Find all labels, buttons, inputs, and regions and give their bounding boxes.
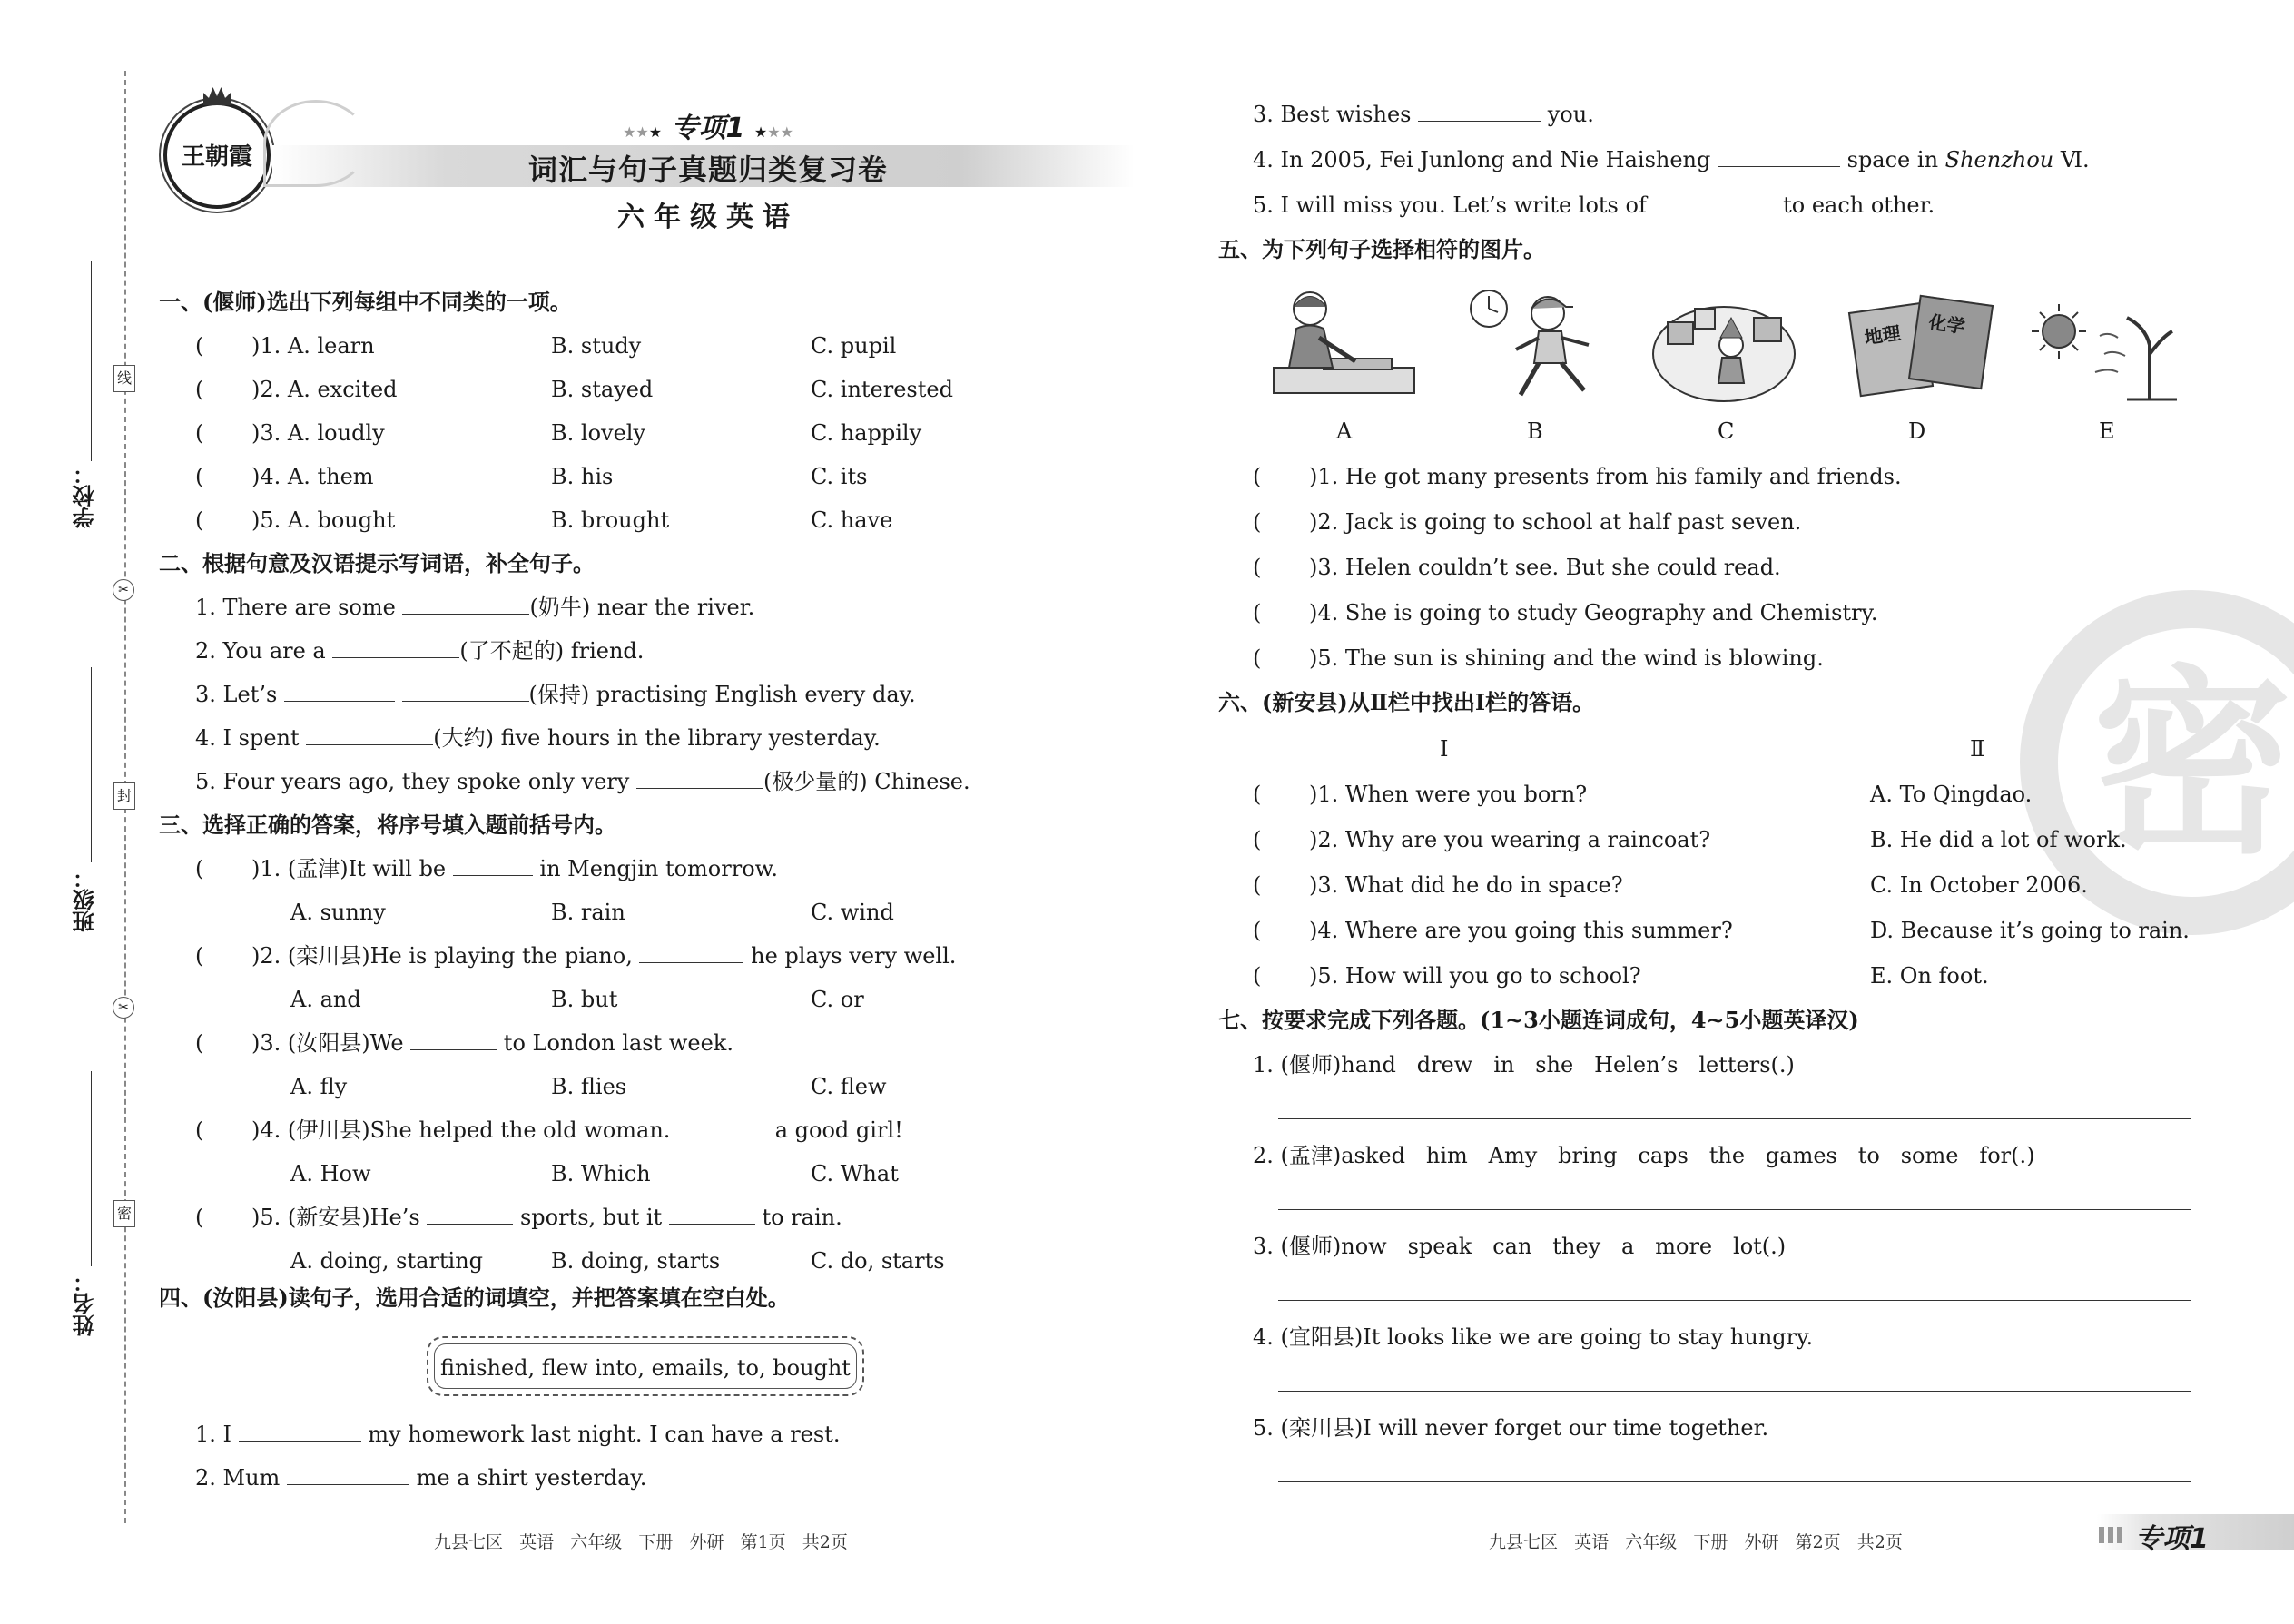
name-blank [91,1071,92,1266]
tab-dots-icon [2099,1527,2124,1543]
option-c: C. pupil [811,333,897,359]
option-b: B. flies [551,1074,627,1099]
list-item: ( )3. What did he do in space? [1253,872,1623,898]
list-item: ( )4. A. them [195,464,374,489]
answer-line[interactable] [1278,1118,2191,1119]
section-6-heading: 六、(新安县)从Ⅱ栏中找出Ⅰ栏的答语。 [1218,689,1595,715]
sun-wind-icon [2027,281,2177,408]
logo-badge [163,102,271,209]
list-item: ( )2. Why are you wearing a raincoat? [1253,827,1711,852]
list-item: 5. I will miss you. Let’s write lots of to each other. [1253,192,1935,218]
option-b: B. Which [551,1161,651,1186]
list-item: 1. There are some (奶牛) near the river. [195,595,755,620]
option-a: A. doing, starting [290,1248,484,1274]
option-b: B. his [551,464,614,489]
answer-option: B. He did a lot of work. [1870,827,2127,852]
star-icon: ★ [648,123,663,141]
section-7-heading: 七、按要求完成下列各题。(1~3小题连词成句，4~5小题英译汉) [1218,1007,1859,1033]
star-icon: ★★ [623,123,649,141]
picture-e [2027,281,2177,408]
list-item: ( )1. When were you born? [1253,782,1588,807]
picture-b [1466,281,1616,408]
seal-line-box: 线 [113,365,135,392]
list-item: 2. You are a (了不起的) friend. [195,638,645,664]
list-item: ( )5. A. bought [195,507,396,533]
picture-label-b: B [1527,418,1543,444]
picture-label-d: D [1908,418,1926,444]
footer-left: 九县七区 英语 六年级 下册 外研 第1页 共2页 [434,1532,848,1552]
answer-blank[interactable] [239,1421,361,1442]
scissors-icon: ✂ [113,997,134,1019]
answer-blank[interactable] [284,681,395,702]
answer-blank[interactable] [453,855,533,876]
answer-line[interactable] [1278,1391,2191,1392]
answer-blank[interactable] [1653,192,1776,212]
list-item: ( )5. The sun is shining and the wind is blowing. [1253,645,1824,671]
answer-blank[interactable] [427,1204,513,1225]
list-item: 4. (宜阳县)It looks like we are going to stay hungry. [1253,1324,1814,1350]
picture-c [1649,281,1799,408]
answer-blank[interactable] [636,768,763,789]
option-a: A. sunny [290,900,386,925]
logo-crown-icon [203,87,231,105]
footer-right: 九县七区 英语 六年级 下册 外研 第2页 共2页 [1489,1532,1903,1552]
page-title: 词汇与句子真题归类复习卷 [527,153,888,187]
section-1-heading: 一、(偃师)选出下列每组中不同类的一项。 [159,289,572,315]
birthday-presents-icon [1649,281,1799,408]
word-bank-text: finished, flew into, emails, to, bought [440,1355,851,1381]
book-label: 地理 [1863,321,1903,349]
school-label: 学校： [72,463,98,528]
option-c: C. interested [811,377,953,402]
boy-running-clock-icon [1466,281,1616,408]
option-c: C. wind [811,900,894,925]
list-item: 5. Four years ago, they spoke only very (极少量的) Chinese. [195,769,970,794]
answer-blank[interactable] [306,724,433,745]
list-item: ( )3. A. loudly [195,420,385,446]
header-badge [613,105,803,145]
answer-option: C. In October 2006. [1870,872,2088,898]
answer-blank[interactable] [410,1029,497,1050]
list-item: ( )2. (栾川县)He is playing the piano, he plays very well. [195,943,957,969]
column-1-header: Ⅰ [1440,736,1449,762]
section-tab-label: 专项1 [2135,1523,2209,1555]
name-label: 姓名： [72,1271,98,1336]
page-subtitle: 六年级英语 [617,202,799,233]
answer-blank[interactable] [332,637,459,658]
section-3-heading: 三、选择正确的答案，将序号填入题前括号内。 [159,812,616,838]
class-label: 班级： [72,867,98,932]
section-5-heading: 五、为下列句子选择相符的图片。 [1218,236,1545,262]
answer-blank[interactable] [1718,146,1840,167]
option-b: B. study [551,333,642,359]
list-item: ( )2. Jack is going to school at half past seven. [1253,509,1802,535]
list-item: 1. (偃师)hand drew in she Helen’s letters(.) [1253,1052,1795,1078]
option-c: C. have [811,507,893,533]
header-badge-text: 专项1 [671,113,745,144]
option-a: A. fly [290,1074,348,1099]
picture-a [1269,281,1419,408]
option-a: A. and [290,987,361,1012]
option-b: B. doing, starts [551,1248,721,1274]
word-bank-box [427,1336,864,1396]
answer-blank[interactable] [402,681,529,702]
chemistry-book-icon [1908,295,1994,389]
section-2-heading: 二、根据句意及汉语提示写词语，补全句子。 [159,550,595,576]
picture-label-c: C [1718,418,1735,444]
list-item: ( )2. A. excited [195,377,398,402]
option-b: B. lovely [551,420,646,446]
list-item: 3. Let’s (保持) practising English every day. [195,682,916,707]
option-b: B. but [551,987,618,1012]
option-a: A. How [290,1161,371,1186]
list-item: ( )4. (伊川县)She helped the old woman. a good girl! [195,1117,903,1143]
list-item: ( )3. (汝阳县)We to London last week. [195,1030,733,1056]
column-2-header: Ⅱ [1970,736,1985,762]
answer-line[interactable] [1278,1209,2191,1210]
section-4-heading: 四、(汝阳县)读句子，选用合适的词填空，并把答案填在空白处。 [159,1284,790,1311]
list-item: ( )4. Where are you going this summer? [1253,918,1733,943]
option-c: C. or [811,987,864,1012]
list-item: 2. Mum me a shirt yesterday. [195,1465,647,1491]
school-blank [91,261,92,461]
answer-option: E. On foot. [1870,963,1989,989]
list-item: 4. In 2005, Fei Junlong and Nie Haisheng space in Shenzhou Ⅵ. [1253,147,2090,172]
list-item: 4. I spent (大约) five hours in the library yesterday. [195,725,881,751]
answer-blank[interactable] [669,1204,755,1225]
answer-blank[interactable] [677,1117,768,1137]
list-item: ( )1. A. learn [195,333,375,359]
list-item: ( )3. Helen couldn’t see. But she could read. [1253,555,1781,580]
list-item: 3. Best wishes you. [1253,102,1594,127]
list-item: ( )5. (新安县)He’s sports, but it to rain. [195,1205,842,1230]
list-item: 2. (孟津)asked him Amy bring caps the games to some for(.) [1253,1143,2035,1168]
answer-blank[interactable] [402,594,529,615]
option-c: C. its [811,464,868,489]
book-label: 化学 [1927,310,1967,338]
option-c: C. flew [811,1074,887,1099]
option-b: B. rain [551,900,625,925]
answer-blank[interactable] [1418,101,1541,122]
scissors-icon: ✂ [113,579,134,601]
logo-text: 王朝霞 [181,143,252,171]
seal-secret-box: 密 [113,1200,135,1227]
class-blank [91,667,92,862]
option-b: B. brought [551,507,670,533]
list-item: 3. (偃师)now speak can they a more lot(.) [1253,1234,1787,1259]
option-b: B. stayed [551,377,654,402]
answer-option: D. Because it’s going to rain. [1870,918,2190,943]
ribbon-swirl [263,100,369,187]
option-c: C. What [811,1161,899,1186]
answer-blank[interactable] [639,942,743,963]
woman-reading-icon [1269,281,1419,408]
star-icon: ★★ [767,123,793,141]
picture-label-e: E [2099,418,2115,444]
picture-label-a: A [1336,418,1353,444]
list-item: ( )1. He got many presents from his family and friends. [1253,464,1902,489]
list-item: 5. (栾川县)I will never forget our time together. [1253,1415,1769,1441]
star-icon: ★ [753,123,768,141]
option-c: C. happily [811,420,922,446]
list-item: ( )4. She is going to study Geography and Chemistry. [1253,600,1878,625]
watermark-text: 密 [2092,648,2292,881]
answer-blank[interactable] [287,1464,409,1485]
list-item: 1. I my homework last night. I can have a rest. [195,1422,841,1447]
list-item: ( )1. (孟津)It will be in Mengjin tomorrow. [195,856,778,881]
option-c: C. do, starts [811,1248,945,1274]
answer-line[interactable] [1278,1481,2191,1482]
picture-d [1843,281,1993,408]
answer-line[interactable] [1278,1300,2191,1301]
list-item: ( )5. How will you go to school? [1253,963,1641,989]
section-tab [2097,1514,2294,1555]
answer-option: A. To Qingdao. [1870,782,2033,807]
seal-fold-box: 封 [113,782,135,810]
